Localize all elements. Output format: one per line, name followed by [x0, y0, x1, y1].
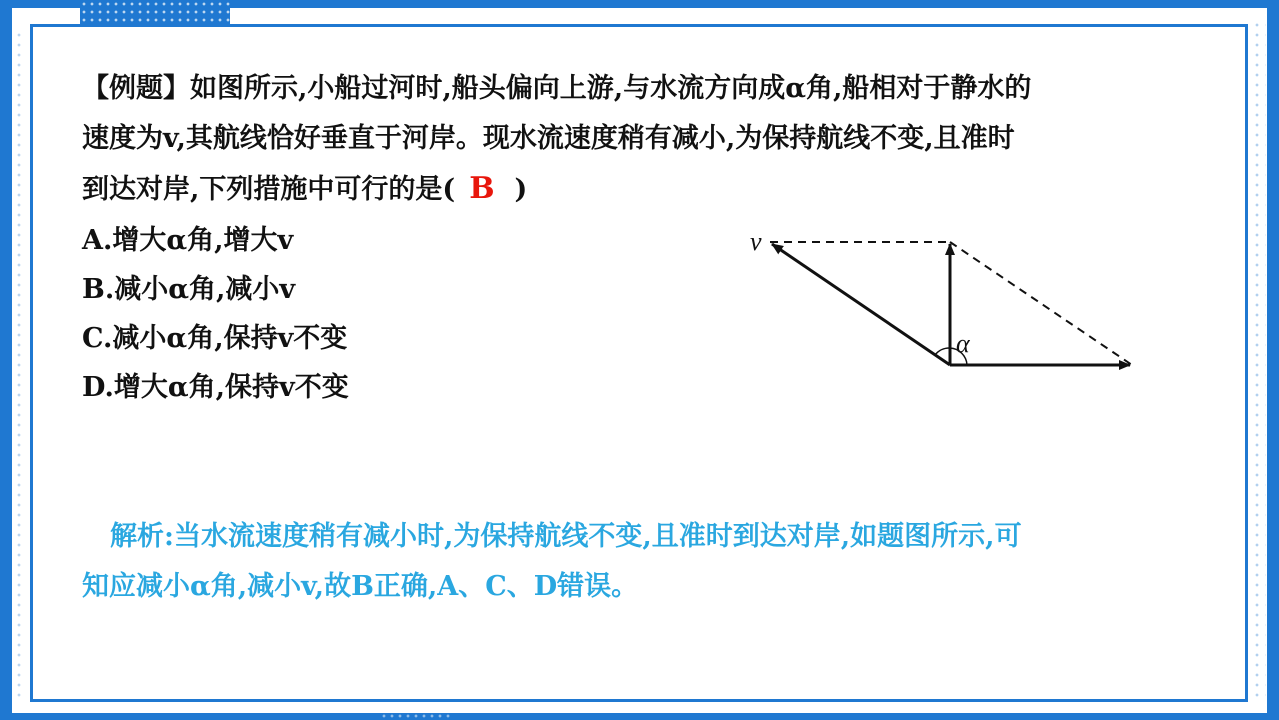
question-line-3-text: 到达对岸,下列措施中可行的是( — [82, 174, 456, 205]
option-a: A.增大α角,增大v — [82, 225, 294, 256]
top-dot-decoration — [80, 0, 230, 24]
alpha-label: α — [956, 329, 970, 358]
option-b: B.减小α角,减小v — [82, 274, 296, 305]
question-line-3 — [82, 172, 527, 207]
velocity-diagram — [740, 220, 1160, 390]
boat-velocity-arrow — [772, 244, 950, 365]
question-close-paren: ) — [514, 174, 528, 205]
angle-arc-left — [935, 348, 950, 355]
question-line-2: 速度为v,其航线恰好垂直于河岸。现水流速度稍有减小,为保持航线不变,且准时 — [82, 123, 1015, 154]
option-d: D.增大α角,保持v不变 — [82, 372, 349, 403]
left-dot-decoration — [14, 30, 26, 700]
analysis-line-2: 知应减小α角,减小v,故B正确,A、C、D错误。 — [82, 571, 639, 602]
answer-text: B — [469, 171, 495, 206]
dashed-diagonal-line — [950, 242, 1132, 365]
question-line-1: 【例题】如图所示,小船过河时,船头偏向上游,与水流方向成α角,船相对于静水的 — [82, 73, 1032, 104]
v-label: v — [750, 227, 762, 256]
bottom-dot-decoration — [380, 704, 450, 720]
option-c: C.减小α角,保持v不变 — [82, 323, 348, 354]
analysis-line-1: 解析:当水流速度稍有减小时,为保持航线不变,且准时到达对岸,如题图所示,可 — [110, 521, 1022, 552]
right-dot-decoration — [1252, 20, 1266, 700]
